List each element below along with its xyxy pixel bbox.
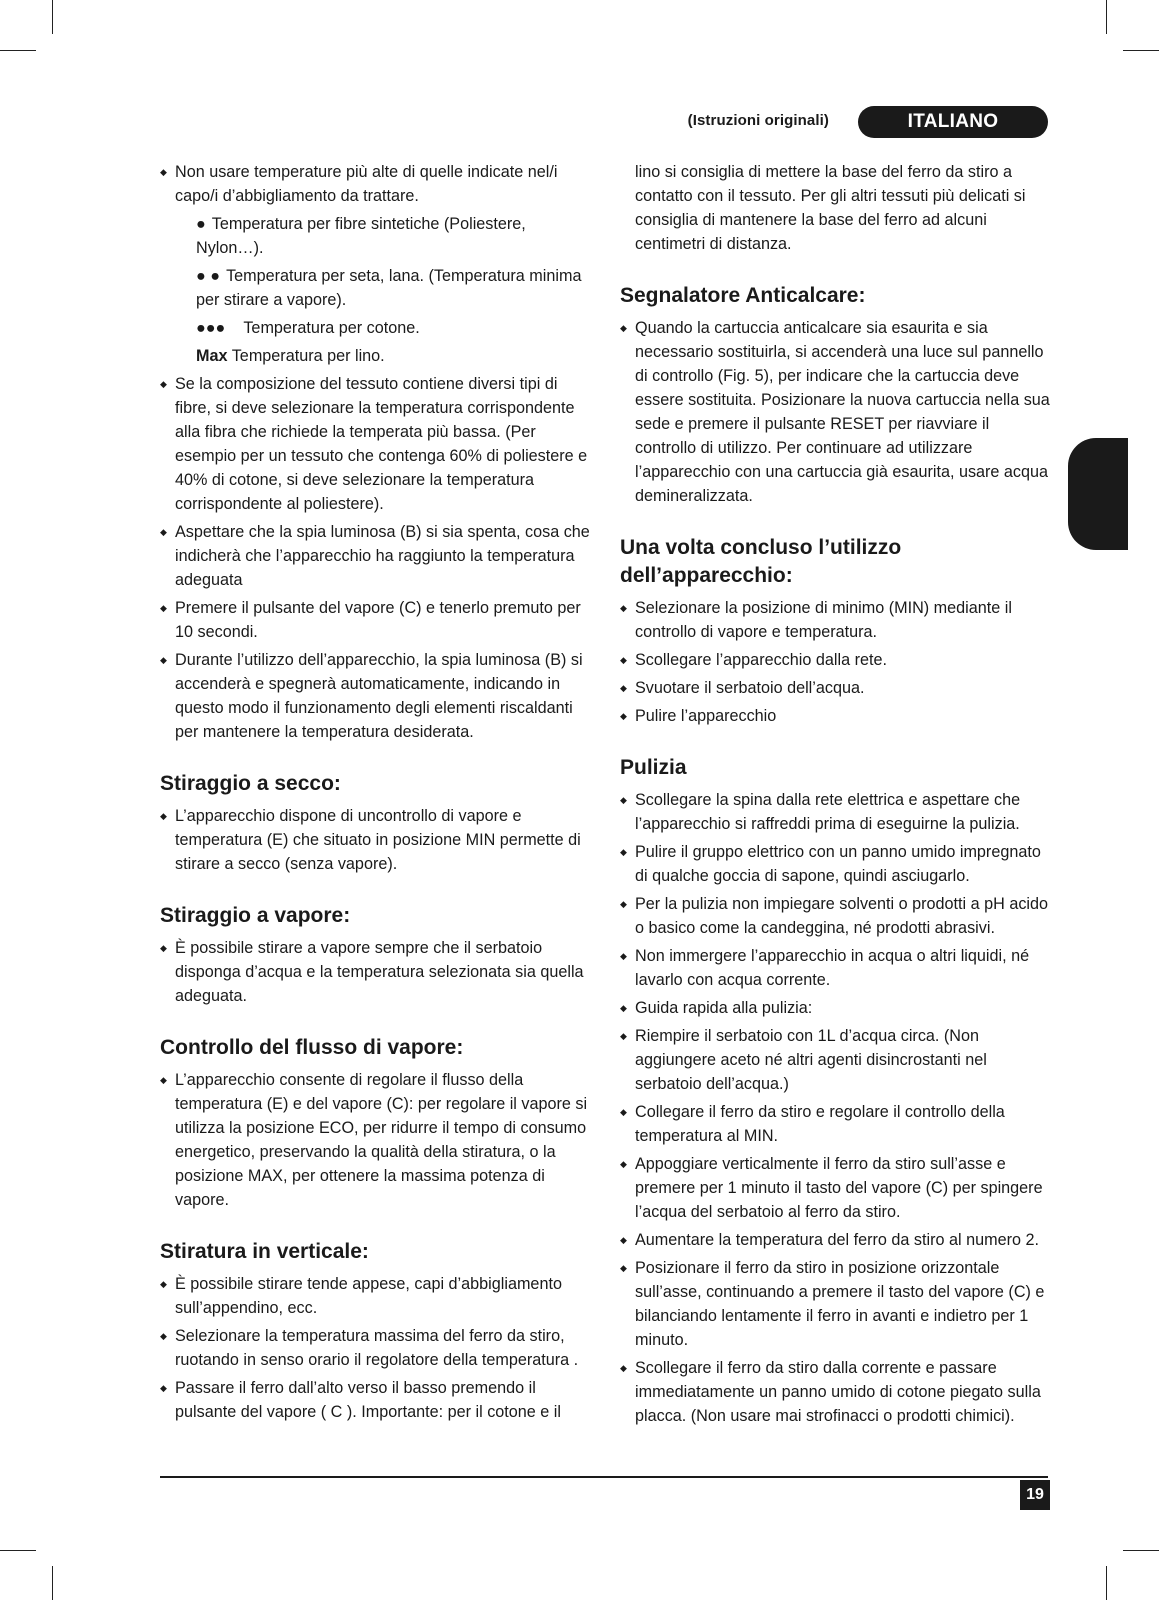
diamond-bullet-icon: ◆ — [160, 527, 167, 537]
list-item: ◆ Scollegare la spina dalla rete elettrica e aspettare che l’apparecchio si raffreddi prima di eseguirne la pulizia. — [620, 788, 1052, 836]
list-item: ◆ L’apparecchio consente di regolare il flusso della temperatura (E) e del vapore (C): per regolare il vapore si utilizza la posizione ECO, per ridurre il tempo di consumo energetico, preservando la qualità della stiratura, o la posizione MAX, per ottenere la massima potenza di vapore. — [160, 1068, 592, 1212]
list-item: ◆ Posizionare il ferro da stiro in posizione orizzontale sull’asse, continuando a premere il tasto del vapore (C) e bilanciando lentamente il ferro in avanti e indietro per 1 minuto. — [620, 1256, 1052, 1352]
list-item: ◆ Svuotare il serbatoio dell’acqua. — [620, 676, 1052, 700]
list-item: ◆ Non usare temperature più alte di quelle indicate nel/i capo/i d’abbigliamento da trattare. — [160, 160, 592, 208]
diamond-bullet-icon: ◆ — [620, 1263, 627, 1273]
list-item: ◆ Premere il pulsante del vapore (C) e tenerlo premuto per 10 secondi. — [160, 596, 592, 644]
list-item: ◆ Se la composizione del tessuto contiene diversi tipi di fibre, si deve selezionare la temperatura corrispondente alla fibra che richiede la temperata più bassa. (Per esempio per un tessuto che contenga 60% di poliestere e 40% di cotone, si deve selezionare la temperatura corrispondente al poliestere). — [160, 372, 592, 516]
right-column — [620, 160, 1052, 1432]
list-item: ◆ Passare il ferro dall’alto verso il basso premendo il pulsante del vapore ( C ). Importante: per il cotone e il — [160, 1376, 592, 1424]
temperature-level: ●●● Temperatura per cotone. — [196, 319, 420, 337]
header-subtitle: (Istruzioni originali) — [687, 112, 829, 129]
crop-mark-top-right-v — [1106, 0, 1107, 34]
section-title: Stiraggio a secco: — [160, 772, 341, 795]
diamond-bullet-icon: ◆ — [160, 655, 167, 665]
diamond-bullet-icon: ◆ — [620, 951, 627, 961]
diamond-bullet-icon: ◆ — [620, 655, 627, 665]
diamond-bullet-icon: ◆ — [160, 1279, 167, 1289]
diamond-bullet-icon: ◆ — [160, 1383, 167, 1393]
list-item: ◆ Quando la cartuccia anticalcare sia esaurita e sia necessario sostituirla, si accenderà una luce sul pannello di controllo (Fig. 5), per indicare che la cartuccia deve essere sostituita. Posizionare la nuova cartuccia nella sua sede e premere il pulsante RESET per riavviare il controllo di utilizzo. Per continuare ad utilizzare l’apparecchio con una cartuccia già esaurita, usare acqua demineralizzata. — [620, 316, 1052, 508]
list-item: ◆ Non immergere l’apparecchio in acqua o altri liquidi, né lavarlo con acqua corrente. — [620, 944, 1052, 992]
crop-mark-bottom-right-v — [1106, 1566, 1107, 1600]
diamond-bullet-icon: ◆ — [160, 379, 167, 389]
list-item: ◆ È possibile stirare a vapore sempre che il serbatoio disponga d’acqua e la temperatura selezionata sia quella adeguata. — [160, 936, 592, 1008]
section-tab-marker — [1068, 438, 1128, 550]
list-item: ◆ Pulire l’apparecchio — [620, 704, 1052, 728]
list-item: ◆ È possibile stirare tende appese, capi d’abbigliamento sull’appendino, ecc. — [160, 1272, 592, 1320]
crop-mark-bottom-left-v — [52, 1566, 53, 1600]
list-item: ◆ Collegare il ferro da stiro e regolare il controllo della temperatura al MIN. — [620, 1100, 1052, 1148]
diamond-bullet-icon: ◆ — [620, 711, 627, 721]
diamond-bullet-icon: ◆ — [620, 683, 627, 693]
crop-mark-top-left-h — [0, 50, 36, 51]
temperature-level: Max Temperatura per lino. — [196, 347, 385, 365]
crop-mark-bottom-right-h — [1123, 1550, 1159, 1551]
crop-mark-top-left-v — [52, 0, 53, 34]
temperature-level: ● ● Temperatura per seta, lana. (Temperatura minima per stirare a vapore). — [196, 267, 582, 309]
crop-mark-top-right-h — [1123, 50, 1159, 51]
diamond-bullet-icon: ◆ — [160, 603, 167, 613]
diamond-bullet-icon: ◆ — [620, 1003, 627, 1013]
list-item: ◆ Durante l’utilizzo dell’apparecchio, la spia luminosa (B) si accenderà e spegnerà automaticamente, indicando in questo modo il funzionamento degli elementi riscaldanti per mantenere la temperatura desiderata. — [160, 648, 592, 744]
diamond-bullet-icon: ◆ — [160, 811, 167, 821]
section-title: Segnalatore Anticalcare: — [620, 284, 866, 307]
list-item: ◆ Aspettare che la spia luminosa (B) si sia spenta, cosa che indicherà che l’apparecchio ha raggiunto la temperatura adeguata — [160, 520, 592, 592]
diamond-bullet-icon: ◆ — [620, 1235, 627, 1245]
list-item: ◆ Aumentare la temperatura del ferro da stiro al numero 2. — [620, 1228, 1052, 1252]
list-item: ◆ Guida rapida alla pulizia: — [620, 996, 1052, 1020]
list-item: ◆ Riempire il serbatoio con 1L d’acqua circa. (Non aggiungere aceto né altri agenti disincrostanti nel serbatoio dell’acqua.) — [620, 1024, 1052, 1096]
page-number: 19 — [1020, 1480, 1050, 1510]
diamond-bullet-icon: ◆ — [620, 1107, 627, 1117]
language-badge: ITALIANO — [858, 106, 1048, 138]
continued-paragraph: lino si consiglia di mettere la base del ferro da stiro a contatto con il tessuto. Per gli altri tessuti più delicati si consiglia di mantenere la base del ferro ad alcuni centimetri di distanza. — [635, 163, 1026, 253]
list-item: ◆ Scollegare l’apparecchio dalla rete. — [620, 648, 1052, 672]
diamond-bullet-icon: ◆ — [620, 847, 627, 857]
list-item: ◆ Scollegare il ferro da stiro dalla corrente e passare immediatamente un panno umido di cotone piegato sulla placca. (Non usare mai strofinacci o prodotti chimici). — [620, 1356, 1052, 1428]
list-item: ◆ Selezionare la posizione di minimo (MIN) mediante il controllo di vapore e temperatura. — [620, 596, 1052, 644]
section-title: Una volta concluso l’utilizzo dell’apparecchio: — [620, 536, 902, 587]
diamond-bullet-icon: ◆ — [620, 323, 627, 333]
list-item: ◆ Per la pulizia non impiegare solventi o prodotti a pH acido o basico come la candeggina, né prodotti abrasivi. — [620, 892, 1052, 940]
footer-rule — [160, 1476, 1048, 1478]
diamond-bullet-icon: ◆ — [620, 795, 627, 805]
diamond-bullet-icon: ◆ — [160, 1075, 167, 1085]
diamond-bullet-icon: ◆ — [620, 1363, 627, 1373]
left-column — [160, 160, 592, 1428]
list-item: ◆ Appoggiare verticalmente il ferro da stiro sull’asse e premere per 1 minuto il tasto del vapore (C) per spingere l’acqua del serbatoio al ferro da stiro. — [620, 1152, 1052, 1224]
diamond-bullet-icon: ◆ — [620, 603, 627, 613]
list-item: ◆ Pulire il gruppo elettrico con un panno umido impregnato di qualche goccia di sapone, quindi asciugarlo. — [620, 840, 1052, 888]
diamond-bullet-icon: ◆ — [160, 167, 167, 177]
diamond-bullet-icon: ◆ — [620, 1031, 627, 1041]
diamond-bullet-icon: ◆ — [160, 1331, 167, 1341]
list-item: ◆ L’apparecchio dispone di uncontrollo di vapore e temperatura (E) che situato in posizione MIN permette di stirare a secco (senza vapore). — [160, 804, 592, 876]
diamond-bullet-icon: ◆ — [620, 1159, 627, 1169]
section-title: Stiraggio a vapore: — [160, 904, 351, 927]
temperature-level: ● Temperatura per fibre sintetiche (Poliestere, Nylon…). — [196, 215, 526, 257]
list-item: ◆ Selezionare la temperatura massima del ferro da stiro, ruotando in senso orario il regolatore della temperatura . — [160, 1324, 592, 1372]
section-title: Controllo del flusso di vapore: — [160, 1036, 464, 1059]
section-title: Stiratura in verticale: — [160, 1240, 369, 1263]
crop-mark-bottom-left-h — [0, 1550, 36, 1551]
diamond-bullet-icon: ◆ — [620, 899, 627, 909]
diamond-bullet-icon: ◆ — [160, 943, 167, 953]
section-title: Pulizia — [620, 756, 687, 779]
